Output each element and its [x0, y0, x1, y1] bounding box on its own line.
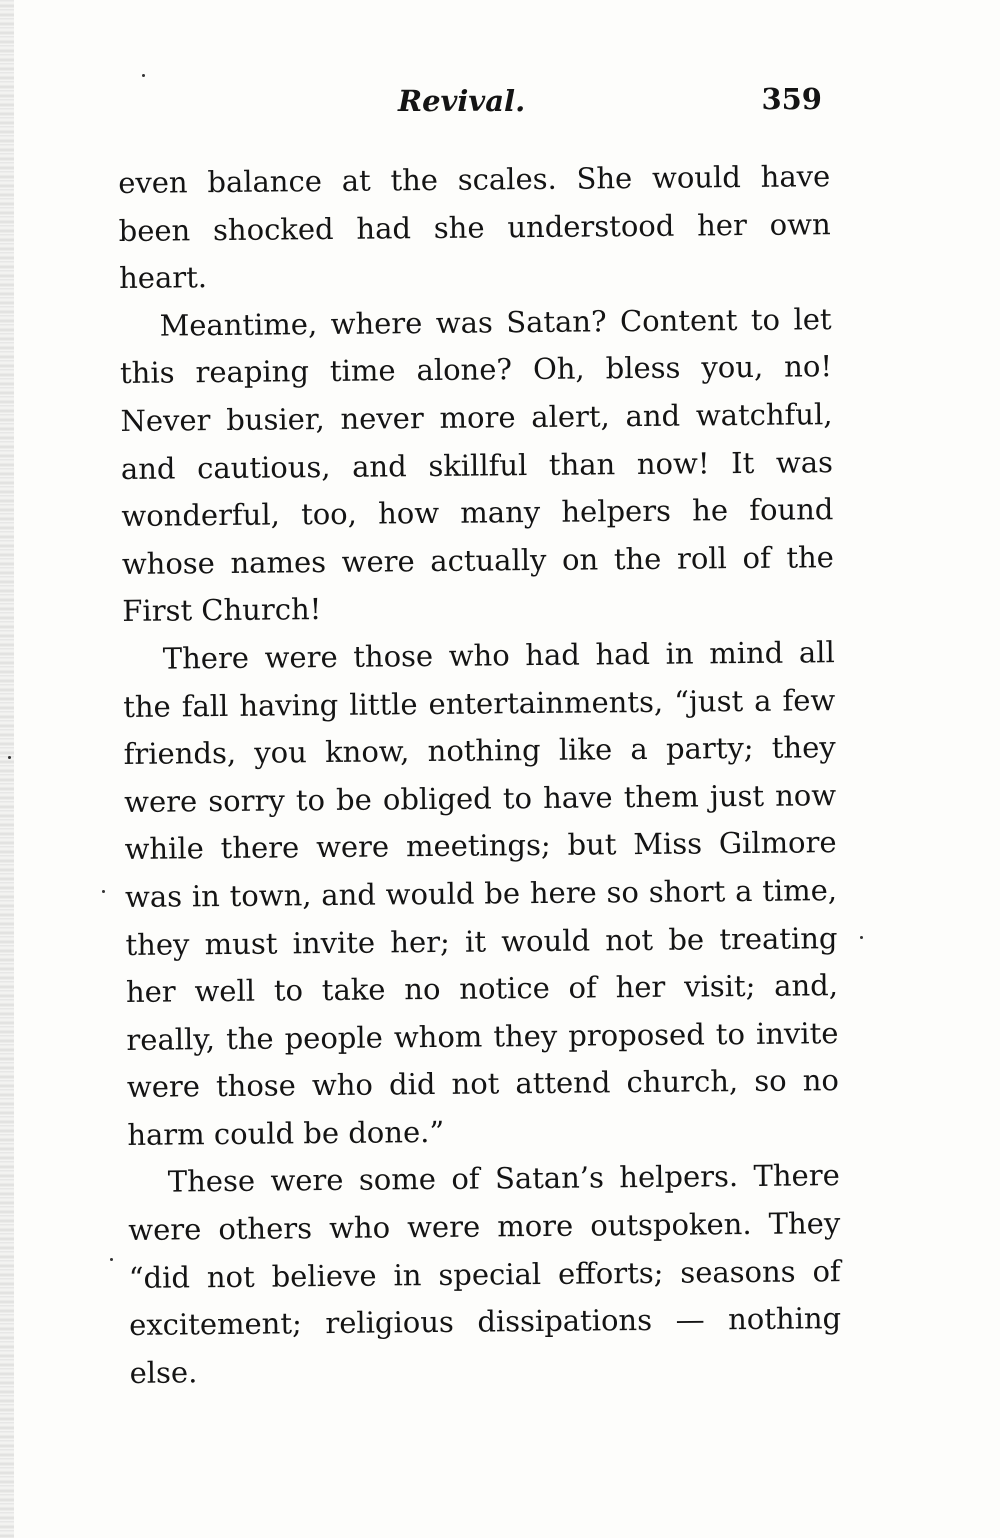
print-speck: [110, 1258, 113, 1261]
body-text: [118, 153, 842, 1397]
print-speck: [860, 936, 863, 939]
page-number: 359: [761, 82, 822, 116]
paragraph-2: Meantime, where was Satan? Content to let this reaping time alone? Oh, bless you, no! Never busier, never more alert, and watchful, and cautious, and skillful than now! It was wonderful, too, how many helpers he found whose names were actually on the roll of the First Church!: [119, 301, 835, 629]
print-speck: [102, 890, 105, 893]
paragraph-4: These were some of Satan’s helpers. There were others who were more outspoken. They “did not believe in special efforts; seasons of excitement; religious dissipations — nothing else.: [128, 1158, 842, 1390]
print-speck: [8, 756, 11, 759]
paragraph-1: even balance at the scales. She would have been shocked had she understood her own heart.: [118, 159, 831, 296]
paragraph-3: There were those who had had in mind all the fall having little entertainments, “just a few friends, you know, nothing like a party; they were sorry to be obliged to have them just now while there were meetings; but Miss Gilmore was in town, and would be here so short a time, they must invite her; it would not be treating her well to take no notice of her visit; and, really, the people whom they proposed to invite were those who did not attend church, so no harm could be done.”: [123, 635, 840, 1152]
print-speck: [142, 74, 145, 77]
page-header: [120, 80, 830, 130]
running-title: Revival.: [398, 84, 526, 118]
page-gutter-edge: [0, 0, 14, 1538]
